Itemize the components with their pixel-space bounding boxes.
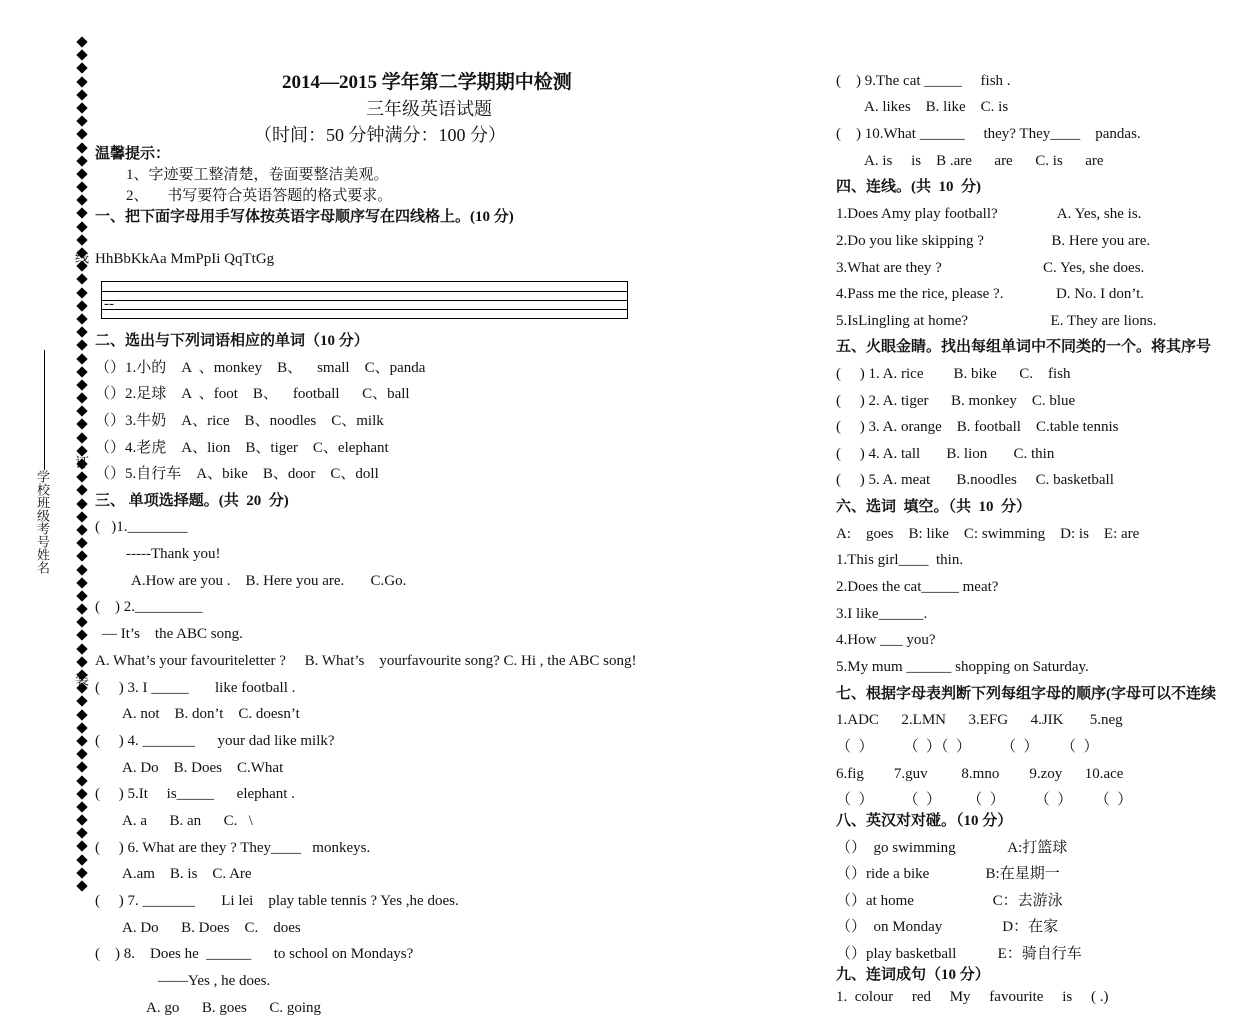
- question-line: --: [104, 296, 114, 312]
- diamond-mark: [76, 129, 87, 140]
- diamond-mark: [76, 168, 87, 179]
- diamond-mark: [76, 735, 87, 746]
- question-line: 1.Does Amy play football? A. Yes, she is.: [836, 206, 1142, 222]
- question-line: 1. colour red My favourite is ( .): [836, 989, 1109, 1005]
- question-line: ( ) 7. _______ Li lei play table tennis ? Yes ,he does.: [95, 893, 459, 909]
- question-line: ( ) 1. A. rice B. bike C. fish: [836, 366, 1071, 382]
- diamond-mark: [76, 485, 87, 496]
- diamond-mark: [76, 814, 87, 825]
- diamond-mark: [76, 313, 87, 324]
- question-line: A. What’s your favouriteletter ? B. What’s yourfavourite song? C. Hi , the ABC song!: [95, 653, 637, 669]
- margin-label-line: 线: [73, 250, 88, 264]
- question-line: HhBbKkAa MmPpIi QqTtGg: [95, 251, 275, 267]
- margin-label-order: 订: [73, 455, 88, 469]
- question-line: ( ) 2. A. tiger B. monkey C. blue: [836, 393, 1076, 409]
- question-line: 4.How ___ you?: [836, 632, 936, 648]
- question-line: ( ) 4. _______ your dad like milk?: [95, 733, 335, 749]
- diamond-mark: [76, 287, 87, 298]
- question-line: ( )1.________: [95, 519, 188, 535]
- tip-item: 1、字迹要工整清楚，卷面要整洁美观。: [126, 167, 389, 183]
- diamond-mark: [76, 524, 87, 535]
- diamond-mark: [76, 366, 87, 377]
- diamond-mark: [76, 775, 87, 786]
- diamond-mark: [76, 50, 87, 61]
- section-heading: 一、把下面字母用手写体按英语字母顺序写在四线格上。(10 分): [95, 209, 514, 225]
- diamond-mark: [76, 551, 87, 562]
- question-line: ( ) 9.The cat _____ fish .: [836, 73, 1011, 89]
- diamond-mark: [76, 36, 87, 47]
- question-line: A. Do B. Does C.What: [122, 760, 284, 776]
- question-line: A. not B. don’t C. doesn’t: [122, 706, 300, 722]
- diamond-mark: [76, 142, 87, 153]
- question-line: A. Do B. Does C. does: [122, 920, 301, 936]
- question-line: 4.Pass me the rice, please ?. D. No. I don’t.: [836, 286, 1144, 302]
- diamond-mark: [76, 841, 87, 852]
- tips-heading: 温馨提示：: [95, 146, 171, 162]
- question-line: （）play basketball E：骑自行车: [836, 946, 1082, 962]
- section-heading: 六、选词 填空。（共 10 分）: [836, 499, 1032, 515]
- section-heading: 七、根据字母表判断下列每组字母的顺序(字母可以不连续: [836, 686, 1216, 702]
- section-heading: 五、火眼金睛。找出每组单词中不同类的一个。将其序号: [836, 339, 1212, 355]
- diamond-mark: [76, 195, 87, 206]
- diamond-mark: [76, 722, 87, 733]
- diamond-mark: [76, 181, 87, 192]
- section-heading: 四、连线。(共 10 分): [836, 179, 981, 195]
- diamond-mark: [76, 115, 87, 126]
- diamond-mark: [76, 472, 87, 483]
- diamond-mark: [76, 537, 87, 548]
- question-line: 5.IsLingling at home? E. They are lions.: [836, 313, 1157, 329]
- question-line: （）ride a bike B:在星期一: [836, 866, 1060, 882]
- exam-title: 2014—2015 学年第二学期期中检测: [282, 72, 572, 93]
- student-info-label: 学校班级考号姓名: [35, 470, 50, 574]
- question-line: （ ） （ ） （ ） （ ） （ ）: [836, 792, 1133, 808]
- exam-time-info: （时间：50 分钟满分：100 分）: [254, 125, 506, 145]
- section-heading: 二、选出与下列词语相应的单词（10 分）: [95, 333, 369, 349]
- diamond-mark: [76, 379, 87, 390]
- diamond-mark: [76, 353, 87, 364]
- question-line: （ ） （ ）（ ） （ ） （ ）: [836, 739, 1099, 755]
- diamond-mark: [76, 603, 87, 614]
- tip-item: 2、 书写要符合英语答题的格式要求。: [126, 188, 393, 204]
- question-line: 1.ADC 2.LMN 3.EFG 4.JIK 5.neg: [836, 712, 1123, 728]
- question-line: （） go swimming A:打篮球: [836, 840, 1068, 856]
- question-line: （）3.牛奶 A、rice B、noodles C、milk: [95, 413, 384, 429]
- diamond-mark: [76, 762, 87, 773]
- question-line: A. likes B. like C. is: [864, 99, 1009, 115]
- diamond-mark: [76, 630, 87, 641]
- question-line: （）5.自行车 A、bike B、door C、doll: [95, 466, 379, 482]
- question-line: （） on Monday D：在家: [836, 919, 1059, 935]
- section-heading: 九、连词成句（10 分）: [836, 967, 990, 983]
- diamond-mark: [76, 274, 87, 285]
- question-line: 2.Do you like skipping ? B. Here you are.: [836, 233, 1151, 249]
- diamond-mark: [76, 788, 87, 799]
- exam-subtitle: 三年级英语试题: [366, 99, 492, 119]
- question-line: A: goes B: like C: swimming D: is E: are: [836, 526, 1140, 542]
- diamond-mark: [76, 801, 87, 812]
- question-line: — It’s the ABC song.: [102, 626, 243, 642]
- diamond-mark: [76, 709, 87, 720]
- question-line: ( ) 3. I _____ like football .: [95, 680, 296, 696]
- diamond-mark: [76, 406, 87, 417]
- margin-label-bind: 装: [73, 672, 88, 686]
- question-line: ( ) 5.It is_____ elephant .: [95, 786, 295, 802]
- diamond-mark: [76, 392, 87, 403]
- question-line: ( ) 6. What are they ? They____ monkeys.: [95, 840, 371, 856]
- diamond-mark: [76, 748, 87, 759]
- question-line: ( ) 2._________: [95, 599, 203, 615]
- four-line-writing-grid: [101, 281, 628, 319]
- question-line: A. is is B .are are C. is are: [864, 153, 1104, 169]
- diamond-mark: [76, 854, 87, 865]
- question-line: ——Yes , he does.: [158, 973, 271, 989]
- diamond-mark: [76, 432, 87, 443]
- diamond-mark: [76, 234, 87, 245]
- question-line: A.How are you . B. Here you are. C.Go.: [131, 573, 407, 589]
- question-line: A.am B. is C. Are: [122, 866, 252, 882]
- question-line: ( ) 10.What ______ they? They____ pandas.: [836, 126, 1141, 142]
- diamond-mark: [76, 577, 87, 588]
- diamond-mark: [76, 208, 87, 219]
- diamond-mark: [76, 511, 87, 522]
- question-line: ( ) 4. A. tall B. lion C. thin: [836, 446, 1055, 462]
- diamond-mark: [76, 880, 87, 891]
- question-line: 2.Does the cat_____ meat?: [836, 579, 999, 595]
- diamond-mark: [76, 76, 87, 87]
- diamond-mark: [76, 643, 87, 654]
- diamond-mark: [76, 221, 87, 232]
- question-line: 5.My mum ______ shopping on Saturday.: [836, 659, 1089, 675]
- diamond-mark: [76, 326, 87, 337]
- question-line: A. go B. goes C. going: [146, 1000, 322, 1016]
- diamond-mark: [76, 89, 87, 100]
- question-line: A. a B. an C. \: [122, 813, 253, 829]
- question-line: 3.I like______.: [836, 606, 928, 622]
- question-line: ( ) 3. A. orange B. football C.table tennis: [836, 419, 1119, 435]
- question-line: 3.What are they ? C. Yes, she does.: [836, 260, 1145, 276]
- diamond-mark: [76, 696, 87, 707]
- diamond-mark: [76, 564, 87, 575]
- question-line: 1.This girl____ thin.: [836, 552, 964, 568]
- diamond-mark: [76, 590, 87, 601]
- diamond-mark: [76, 828, 87, 839]
- diamond-mark: [76, 63, 87, 74]
- question-line: （）4.老虎 A、lion B、tiger C、elephant: [95, 440, 389, 456]
- question-line: ( ) 8. Does he ______ to school on Mondays?: [95, 946, 414, 962]
- diamond-mark: [76, 617, 87, 628]
- diamond-mark: [76, 102, 87, 113]
- section-heading: 八、英汉对对碰。（10 分）: [836, 813, 1013, 829]
- question-line: （）at home C：去游泳: [836, 893, 1063, 909]
- question-line: （）1.小的 A 、monkey B、 small C、panda: [95, 360, 426, 376]
- question-line: ( ) 5. A. meat B.noodles C. basketball: [836, 472, 1114, 488]
- section-heading: 三、 单项选择题。(共 20 分): [95, 493, 289, 509]
- question-line: （）2.足球 A 、foot B、 football C、ball: [95, 386, 410, 402]
- diamond-mark: [76, 867, 87, 878]
- diamond-mark: [76, 155, 87, 166]
- student-info-underline: [44, 350, 45, 470]
- diamond-mark: [76, 498, 87, 509]
- diamond-mark: [76, 656, 87, 667]
- question-line: 6.fig 7.guv 8.mno 9.zoy 10.ace: [836, 766, 1124, 782]
- diamond-mark: [76, 340, 87, 351]
- question-line: -----Thank you!: [126, 546, 221, 562]
- diamond-mark: [76, 419, 87, 430]
- diamond-mark: [76, 300, 87, 311]
